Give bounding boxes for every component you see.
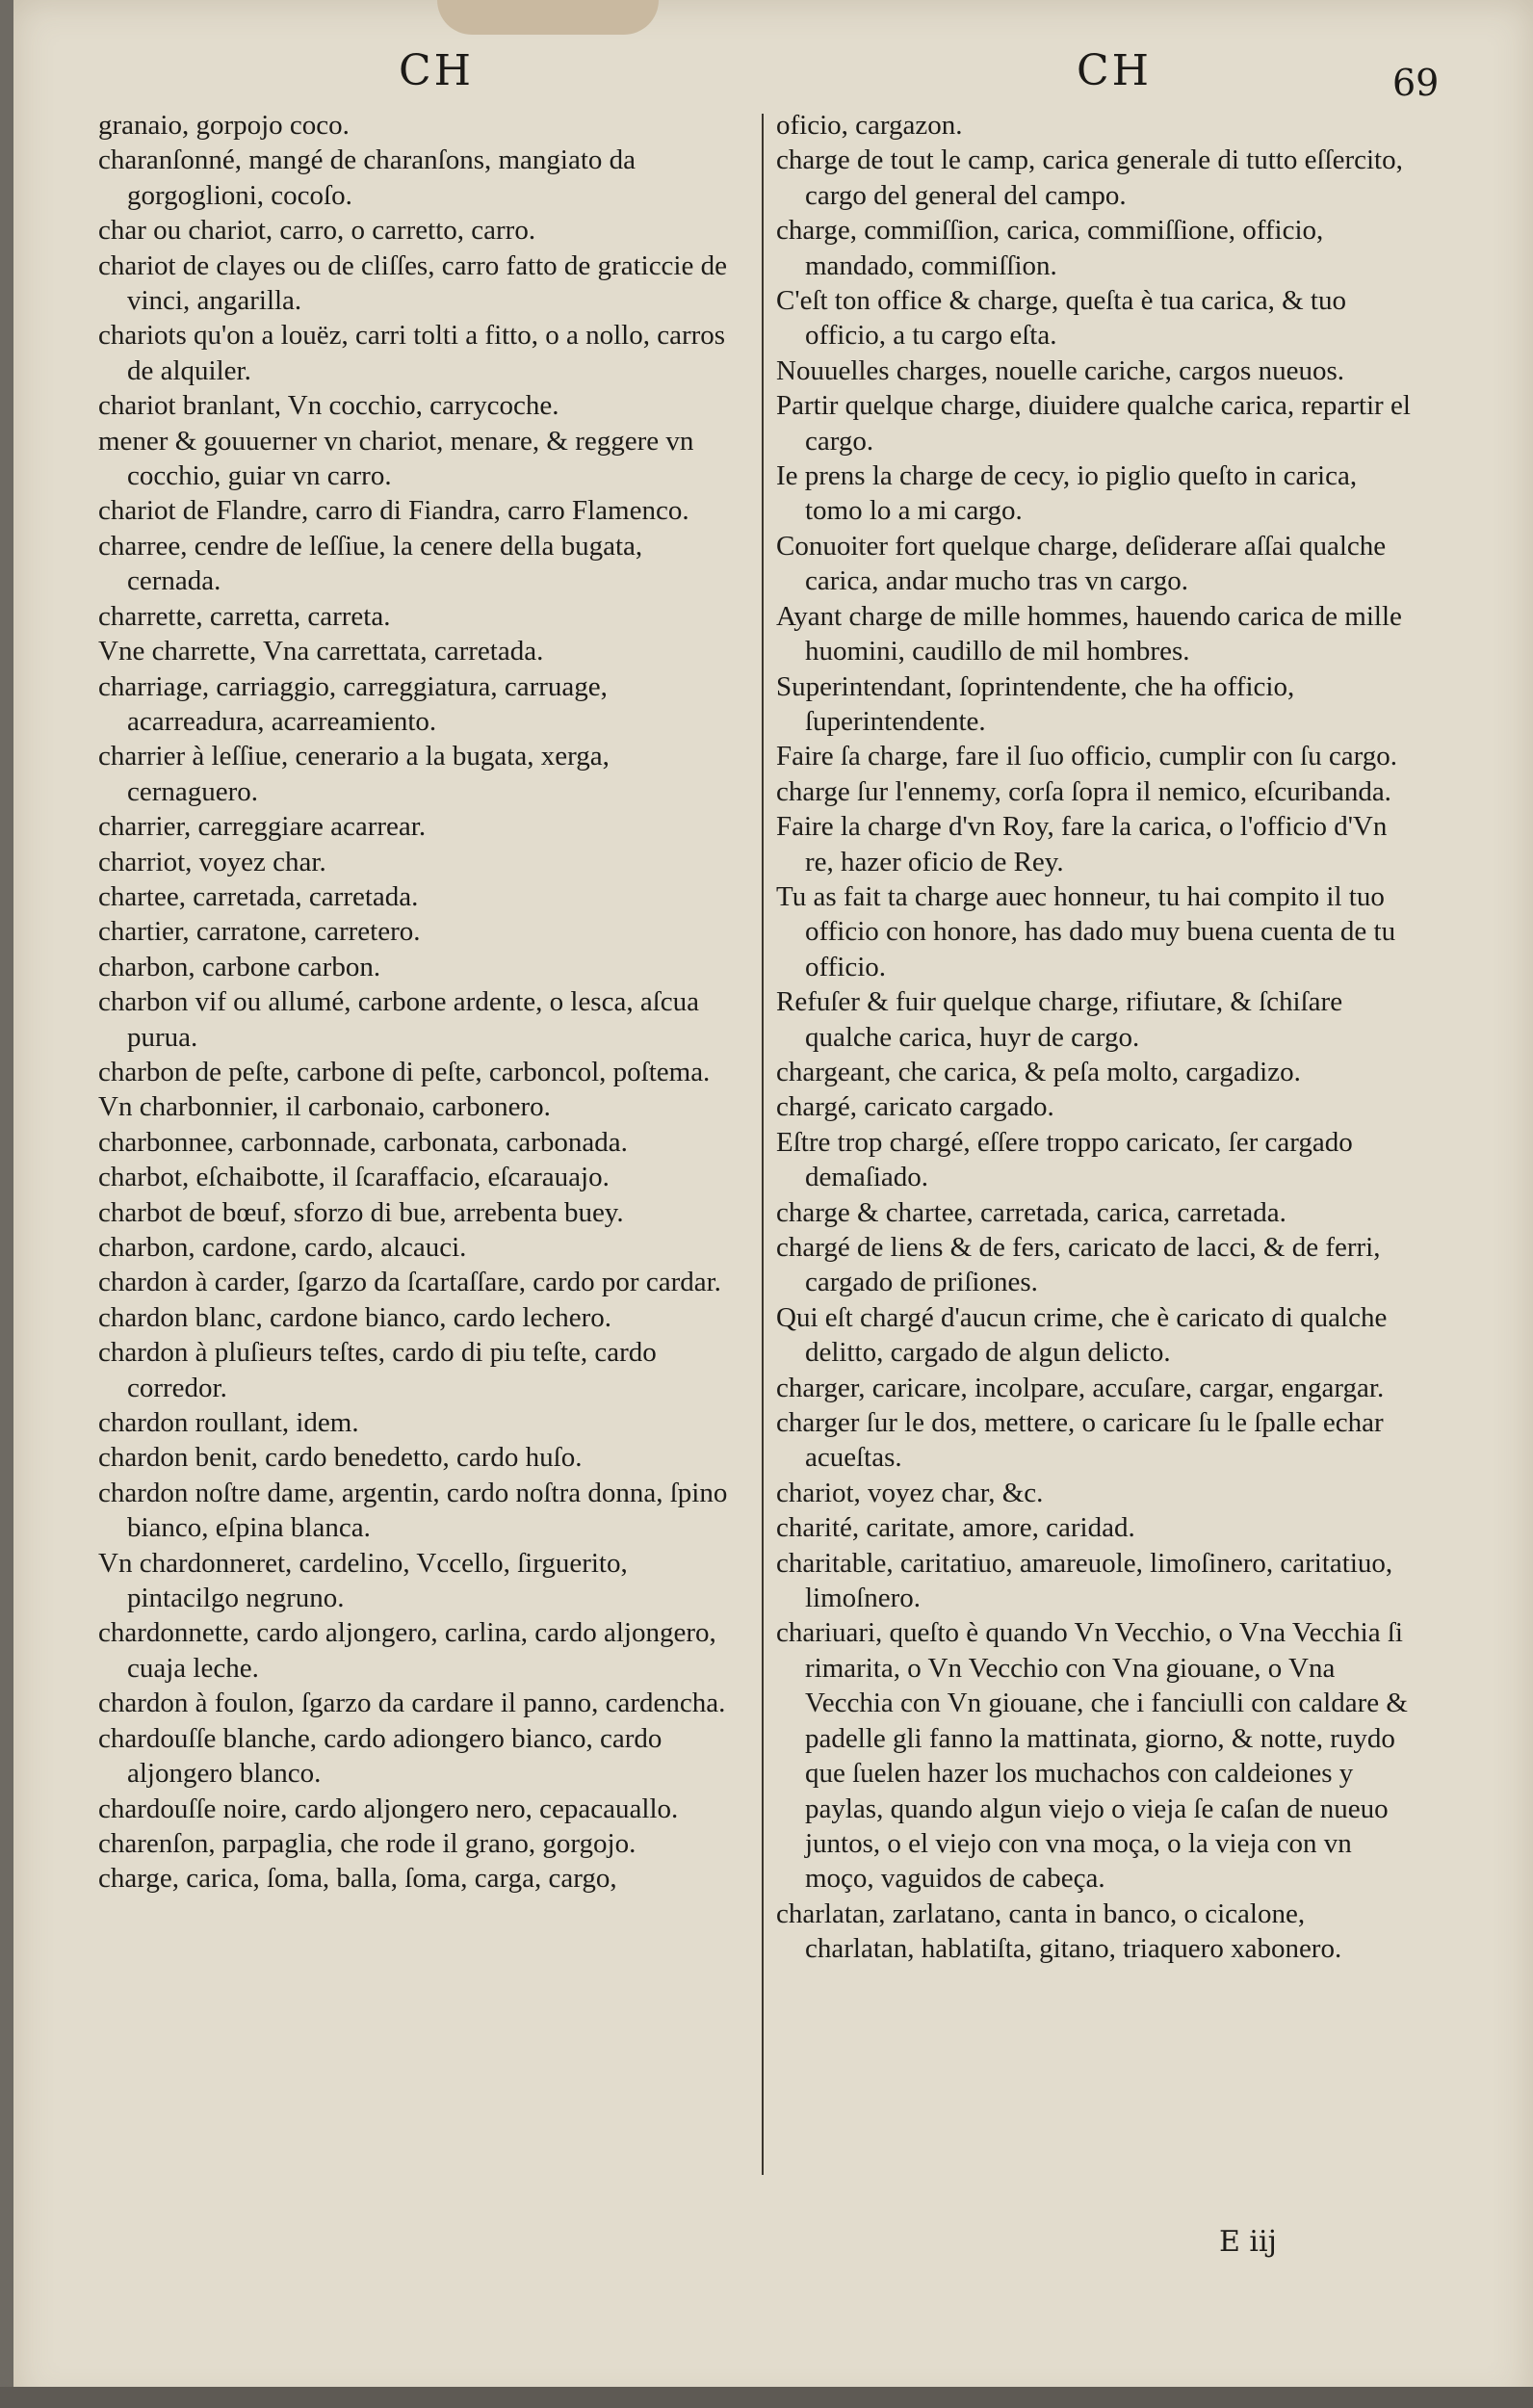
dictionary-entry: chartee, carretada, carretada. xyxy=(98,880,419,912)
signature-mark: E iij xyxy=(1219,2225,1277,2259)
dictionary-entry: oficio, cargazon. xyxy=(776,110,963,141)
dictionary-entry: charbot de bœuf, sforzo di bue, arrebenta buey. xyxy=(98,1196,624,1228)
dictionary-entry: Ie prens la charge de cecy, io piglio queſto in carica, tomo lo a mi cargo. xyxy=(776,460,1358,527)
dictionary-entry: charanſonné, mangé de charanſons, mangiato da gorgoglioni, cocoſo. xyxy=(98,144,637,211)
left-running-head: CH xyxy=(399,46,475,95)
dictionary-entry: charbon vif ou allumé, carbone ardente, o lesca, aſcua purua. xyxy=(98,986,700,1053)
dictionary-entry: chardon à pluſieurs teſtes, cardo di piu teſte, cardo corredor. xyxy=(98,1337,657,1403)
dictionary-entry: chariots qu'on a louëz, carri tolti a fitto, o a nollo, carros de alquiler. xyxy=(98,320,726,386)
dictionary-entry: Nouuelles charges, nouelle cariche, cargos nueuos. xyxy=(776,354,1344,386)
dictionary-entry: chariot de Flandre, carro di Fiandra, carro Flamenco. xyxy=(98,495,689,527)
dictionary-entry: chardon à carder, ſgarzo da ſcartaſſare, cardo por cardar. xyxy=(98,1267,721,1298)
dictionary-entry: granaio, gorpojo coco. xyxy=(98,110,350,141)
dictionary-entry: charrette, carretta, carreta. xyxy=(98,600,391,632)
dictionary-entry: charriage, carriaggio, carreggiatura, carruage, acarreadura, acarreamiento. xyxy=(98,670,608,737)
dictionary-entry: chargé, caricato cargado. xyxy=(776,1091,1054,1123)
dictionary-entry: chariot branlant, Vn cocchio, carrycoche. xyxy=(98,390,559,422)
paper-stain xyxy=(437,0,659,35)
dictionary-entry: Ayant charge de mille hommes, hauendo carica de mille huomini, caudillo de mil hombres. xyxy=(776,600,1402,667)
page-number: 69 xyxy=(1392,62,1440,104)
dictionary-entry: charge ſur l'ennemy, corſa ſopra il nemico, eſcuribanda. xyxy=(776,775,1391,807)
dictionary-entry: chardonnette, cardo aljongero, carlina, cardo aljongero, cuaja leche. xyxy=(98,1617,716,1684)
dictionary-entry: charrier, carreggiare acarrear. xyxy=(98,811,427,843)
scan-edge xyxy=(0,2387,1533,2408)
dictionary-entry: chariuari, queſto è quando Vn Vecchio, o Vna Vecchia ſi rimarita, o Vn Vecchio con Vna giouane, o Vna Vecchia con Vn giouane, che i fanciulli con caldare & padelle gli fanno la mattinata, giorno, & notte, ruydo que ſuelen hazer los muchachos con caldeiones y paylas, quando algun viejo o vieja ſe caſan de nueuo juntos, o el viejo con vna moça, o la vieja con vn moço, vaguidos de cabeça. xyxy=(776,1617,1408,1895)
dictionary-entry: charge & chartee, carretada, carica, carretada. xyxy=(776,1196,1286,1228)
dictionary-entry: Superintendant, ſoprintendente, che ha officio, ſuperintendente. xyxy=(776,670,1295,737)
left-column xyxy=(98,108,741,1897)
dictionary-entry: Tu as fait ta charge auec honneur, tu hai compito il tuo officio con honore, has dado muy buena cuenta de tu officio. xyxy=(776,880,1396,982)
dictionary-entry: chardon blanc, cardone bianco, cardo lechero. xyxy=(98,1301,612,1333)
dictionary-entry: charitable, caritatiuo, amareuole, limoſinero, caritatiuo, limoſnero. xyxy=(776,1547,1393,1614)
column-divider xyxy=(762,114,764,2175)
dictionary-entry: chariot, voyez char, &c. xyxy=(776,1477,1044,1508)
dictionary-entry: charrier à leſſiue, cenerario a la bugata, xerga, cernaguero. xyxy=(98,741,610,807)
dictionary-entry: charbon de peſte, carbone di peſte, carboncol, poſtema. xyxy=(98,1056,711,1087)
dictionary-entry: Partir quelque charge, diuidere qualche carica, repartir el cargo. xyxy=(776,390,1411,457)
dictionary-entry: charree, cendre de leſſiue, la cenere della bugata, cernada. xyxy=(98,530,643,597)
dictionary-entry: charbon, carbone carbon. xyxy=(98,951,381,982)
dictionary-entry: chardon à foulon, ſgarzo da cardare il panno, cardencha. xyxy=(98,1688,726,1719)
dictionary-entry: chardouſſe noire, cardo aljongero nero, cepacauallo. xyxy=(98,1793,679,1824)
dictionary-entry: charité, caritate, amore, caridad. xyxy=(776,1512,1135,1544)
dictionary-entry: chardon noſtre dame, argentin, cardo noſtra donna, ſpino bianco, eſpina blanca. xyxy=(98,1477,728,1544)
dictionary-entry: charbon, cardone, cardo, alcauci. xyxy=(98,1232,467,1263)
dictionary-entry: chariot de clayes ou de cliſſes, carro fatto de graticcie de vinci, angarilla. xyxy=(98,249,727,317)
dictionary-entry: Eſtre trop chargé, eſſere troppo caricato, ſer cargado demaſiado. xyxy=(776,1126,1353,1193)
dictionary-entry: Faire la charge d'vn Roy, fare la carica, o l'officio d'Vn re, hazer oficio de Rey. xyxy=(776,811,1388,877)
dictionary-entry: Conuoiter fort quelque charge, deſiderare aſſai qualche carica, andar mucho tras vn cargo. xyxy=(776,530,1387,597)
right-running-head: CH xyxy=(1077,46,1153,95)
dictionary-entry: charge de tout le camp, carica generale di tutto eſſercito, cargo del general del campo. xyxy=(776,144,1403,211)
dictionary-entry: charbonnee, carbonnade, carbonata, carbonada. xyxy=(98,1126,628,1158)
dictionary-entry: Qui eſt chargé d'aucun crime, che è caricato di qualche delitto, cargado de algun delicto. xyxy=(776,1301,1388,1369)
dictionary-page xyxy=(13,0,1533,2408)
dictionary-entry: char ou chariot, carro, o carretto, carro. xyxy=(98,215,536,247)
dictionary-entry: Vne charrette, Vna carrettata, carretada. xyxy=(98,636,544,667)
dictionary-entry: charlatan, zarlatano, canta in banco, o cicalone, charlatan, hablatiſta, gitano, triaquero xabonero. xyxy=(776,1898,1342,1965)
dictionary-entry: Faire ſa charge, fare il ſuo officio, cumplir con ſu cargo. xyxy=(776,741,1398,772)
dictionary-entry: chardouſſe blanche, cardo adiongero bianco, cardo aljongero blanco. xyxy=(98,1722,663,1790)
dictionary-entry: Vn chardonneret, cardelino, Vccello, ſirguerito, pintacilgo negruno. xyxy=(98,1547,628,1614)
dictionary-entry: chartier, carratone, carretero. xyxy=(98,916,421,948)
dictionary-entry: charger, caricare, incolpare, accuſare, cargar, engargar. xyxy=(776,1372,1385,1403)
dictionary-entry: chargé de liens & de fers, caricato de lacci, & de ferri, cargado de priſiones. xyxy=(776,1232,1381,1298)
dictionary-entry: charbot, eſchaibotte, il ſcaraffacio, eſcarauajo. xyxy=(98,1162,610,1193)
dictionary-entry: Vn charbonnier, il carbonaio, carbonero. xyxy=(98,1091,551,1123)
dictionary-entry: charriot, voyez char. xyxy=(98,846,326,877)
dictionary-entry: chardon roullant, idem. xyxy=(98,1407,359,1439)
dictionary-entry: charger ſur le dos, mettere, o caricare ſu le ſpalle echar acueſtas. xyxy=(776,1407,1384,1474)
dictionary-entry: mener & gouuerner vn chariot, menare, & reggere vn cocchio, guiar vn carro. xyxy=(98,425,694,492)
dictionary-entry: chardon benit, cardo benedetto, cardo huſo. xyxy=(98,1442,583,1474)
dictionary-entry: charenſon, parpaglia, che rode il grano, gorgojo. xyxy=(98,1827,637,1859)
dictionary-entry: charge, commiſſion, carica, commiſſione, officio, mandado, commiſſion. xyxy=(776,215,1324,281)
dictionary-entry: chargeant, che carica, & peſa molto, cargadizo. xyxy=(776,1056,1301,1087)
dictionary-entry: Refuſer & fuir quelque charge, rifiutare, & ſchiſare qualche carica, huyr de cargo. xyxy=(776,986,1343,1053)
right-column xyxy=(776,108,1412,1967)
dictionary-entry: C'eſt ton office & charge, queſta è tua carica, & tuo officio, a tu cargo eſta. xyxy=(776,285,1346,352)
dictionary-entry: charge, carica, ſoma, balla, ſoma, carga, cargo, xyxy=(98,1863,617,1895)
